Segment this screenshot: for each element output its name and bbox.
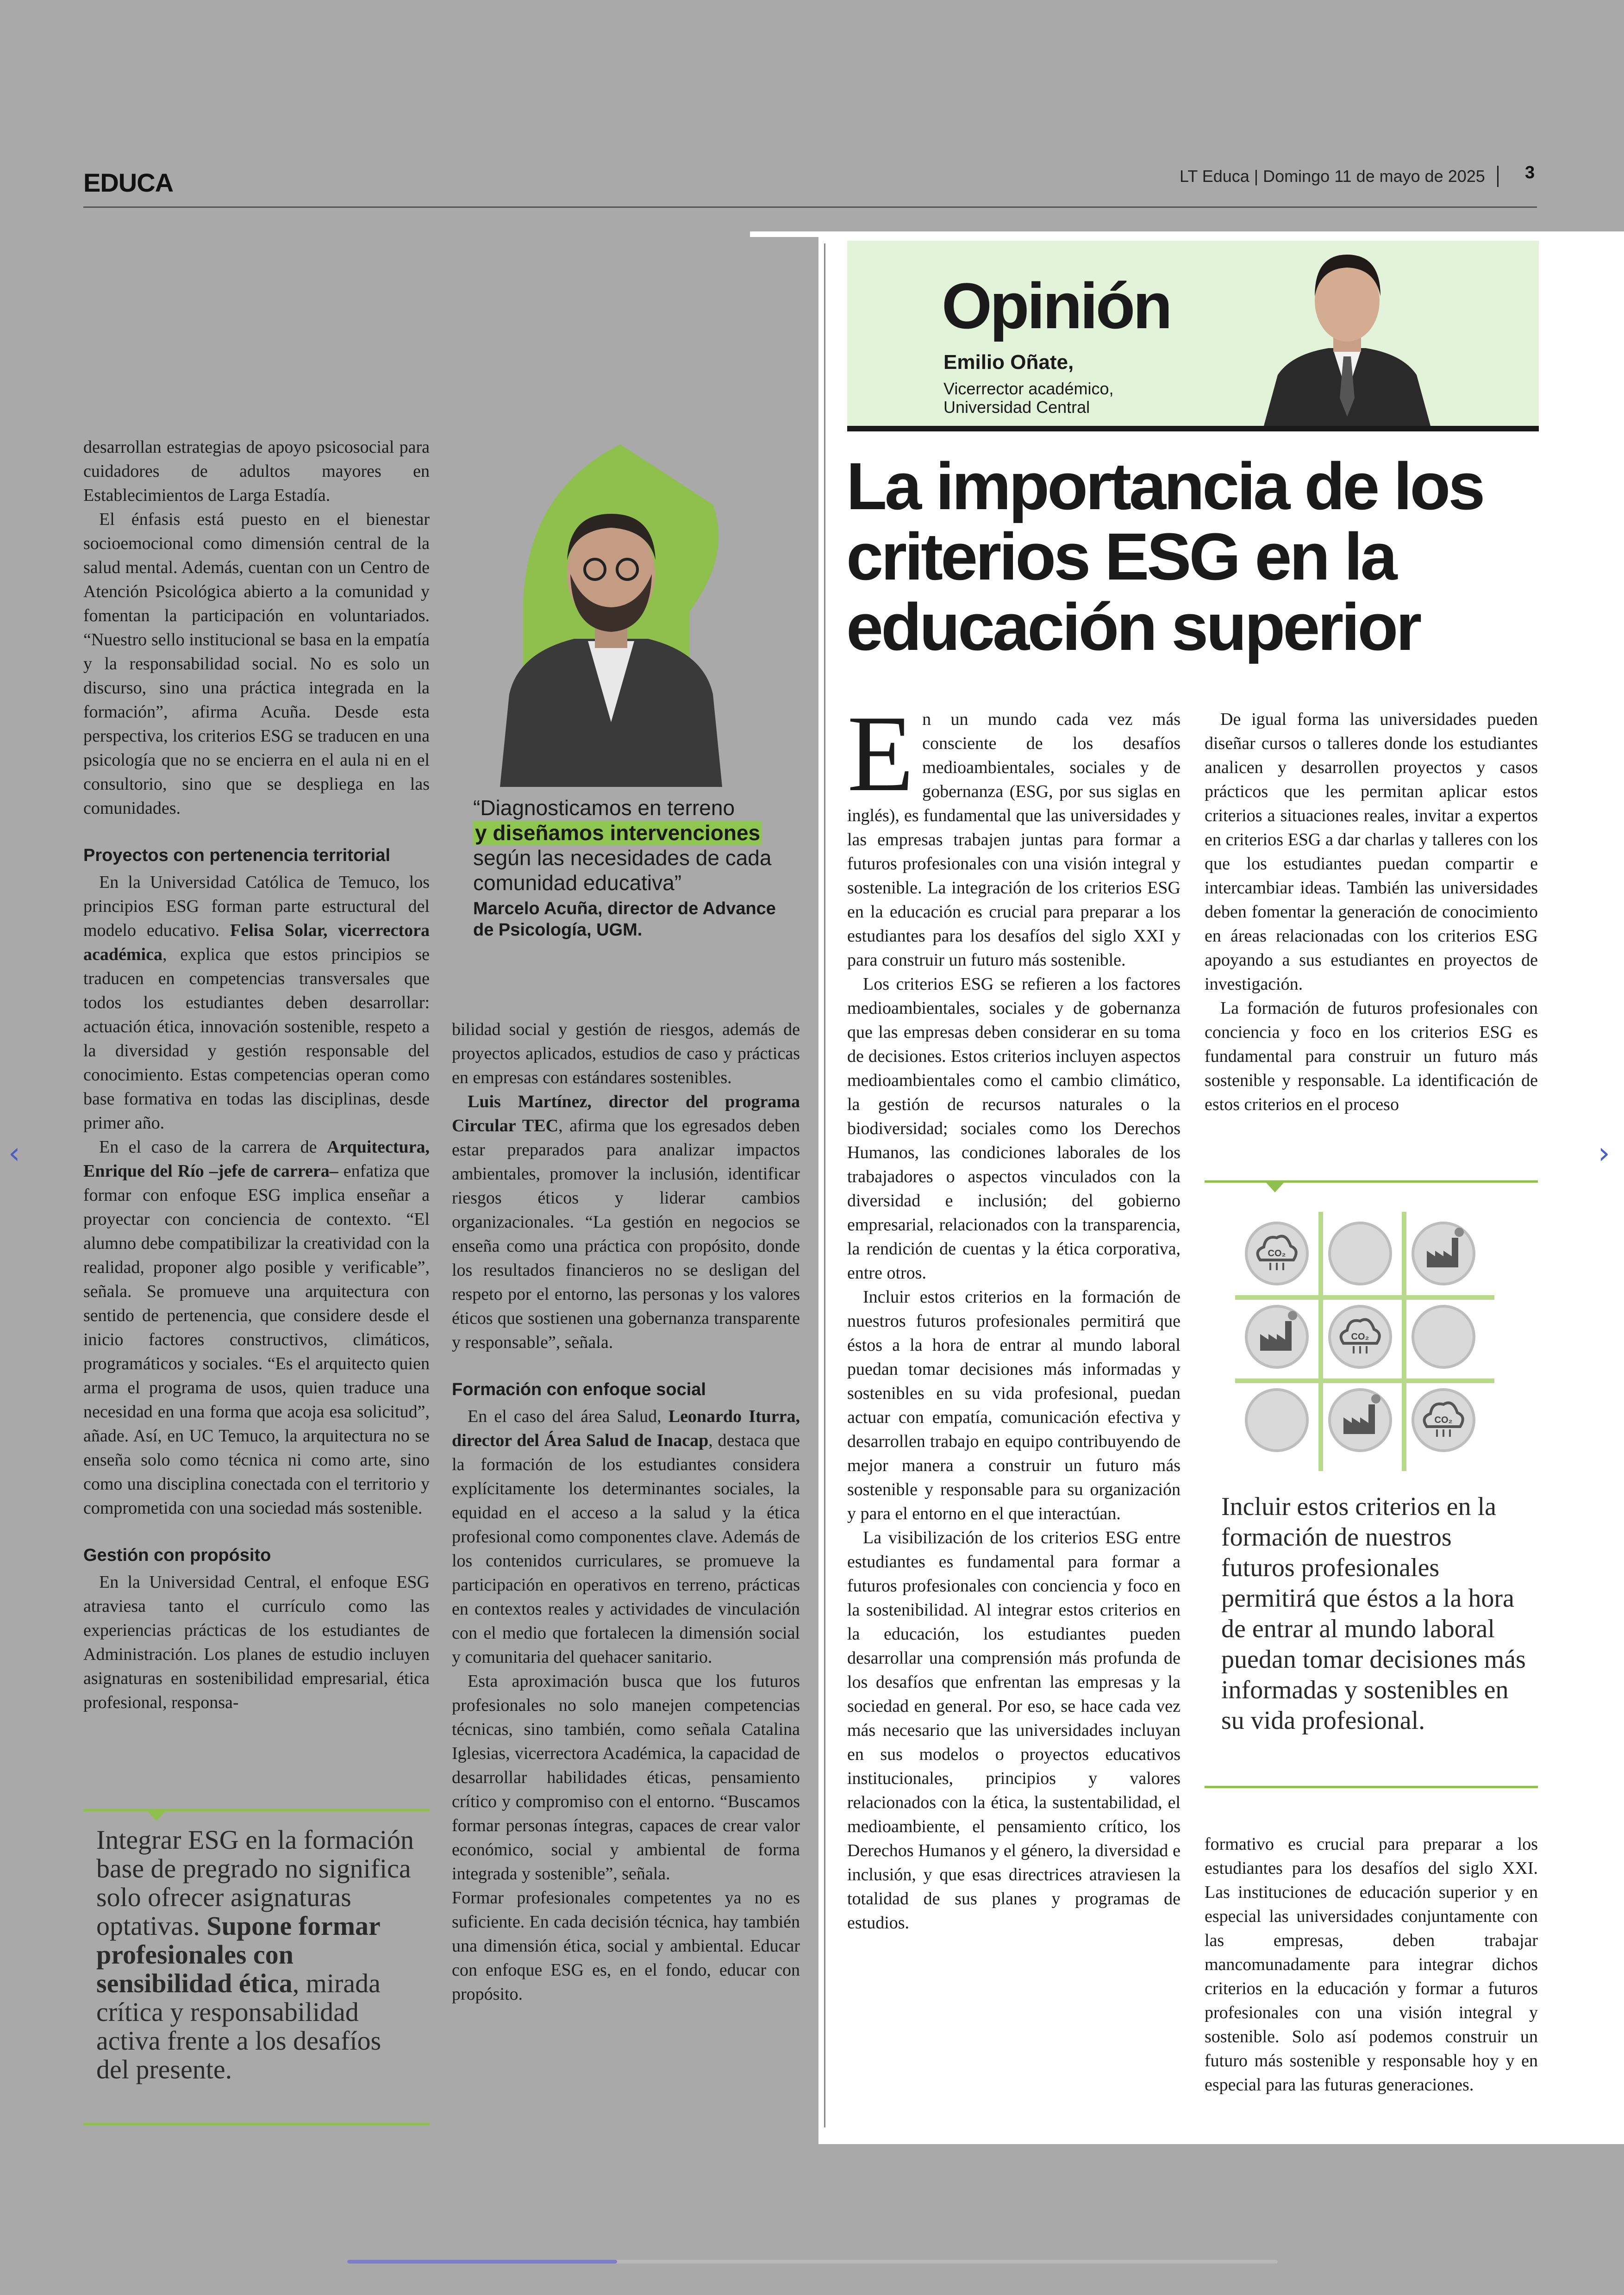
- paragraph: En la Universidad Católica de Temuco, los principios ESG forman parte estructural del modelo educativo. Felisa Solar, vicerrectora académica, explica que estos principios se traducen en competencias transversales que todos los estudiantes deben desarrollar: actuación ética, innovación sostenible, respeto a la diversidad y gestión responsable del conocimiento. Estas competencias operan como base formativa en todas las disciplinas, desde primer año.: [83, 873, 430, 1133]
- next-page-button[interactable]: ›: [1598, 1136, 1610, 1171]
- portrait-caption: [473, 795, 788, 941]
- opinion-author-role: Vicerrector académico, Universidad Central: [943, 379, 1114, 417]
- factory-icon: [1413, 1223, 1474, 1284]
- paragraph: desarrollan estrategias de apoyo psicosocial para cuidadores de adultos mayores en Establecimientos de Larga Estadía.: [83, 437, 430, 505]
- factory-icon: [1330, 1390, 1391, 1451]
- opinion-label: Opinión: [942, 269, 1170, 342]
- co2-label: CO₂: [1351, 1332, 1369, 1342]
- opinion-headline: La importancia de los criterios ESG en la educación superior: [846, 449, 1483, 664]
- columnist-photo: [1250, 241, 1444, 426]
- caption-attribution: Marcelo Acuña, director de Advance de Psicología, UGM.: [473, 899, 776, 940]
- previous-page-button[interactable]: ‹: [8, 1136, 20, 1171]
- caption-quote-line: “Diagnosticamos en terreno: [473, 796, 735, 820]
- factory-icon: [1246, 1306, 1307, 1367]
- infographic-pointer: [1266, 1182, 1284, 1192]
- paragraph: Incluir estos criterios en la formación de nuestros futuros profesionales permitirá que éstos a la hora de entrar al mundo laboral puedan tomar decisiones más informadas y sostenibles en su vida profesional, puedan actuar con empatía, comunicación efectiva y desarrollen trabajo en equipo contribuyendo de mejor manera a construir un futuro más sostenible y responsable para su organización y para el entorno en el que interactúan.: [847, 1287, 1181, 1523]
- scroll-thumb[interactable]: [347, 2260, 617, 2264]
- co2-cloud-icon: [1330, 1306, 1391, 1367]
- opinion-column-2: [1205, 707, 1538, 1116]
- section-label: EDUCA: [83, 168, 174, 197]
- paragraph: En el caso de la carrera de Arquitectura, Enrique del Río –jefe de carrera– enfatiza que formar con enfoque ESG implica enseñar a proyectar con conciencia de contexto. “El alumno debe compatibilizar la creatividad con la realidad, proponer algo posible y verificable”, señala. Se promueve una arquitectura con sentido de pertenencia, que considere desde el inicio factores constructivos, climáticos, programáticos y sociales. “Es el arquitecto quien arma el programa de usos, quien traduce una necesidad en una forma que acoja esa solicitud”, añade. Así, en UC Temuco, la arquitectura no se enseña solo como técnica ni como arte, sino como una disciplina conectada con el territorio y comprometida con una sociedad más sostenible.: [83, 1137, 430, 1518]
- pullquote-top-rule: [83, 1809, 430, 1811]
- blank-icon: [1246, 1390, 1307, 1451]
- caption-highlight: y diseñamos intervenciones: [473, 820, 788, 845]
- infographic-top-rule: [1205, 1180, 1538, 1183]
- opinion-top-strip: [750, 231, 1624, 237]
- header-separator: [1497, 166, 1499, 187]
- left-article-column-1: [83, 435, 430, 1715]
- subheading: Gestión con propósito: [83, 1546, 271, 1565]
- paragraph: La formación de futuros profesionales con conciencia y foco en los criterios ESG es fundamental para construir un futuro más sostenible y responsable. La identificación de estos criterios en el proceso: [1205, 998, 1538, 1114]
- opinion-pullquote: Incluir estos criterios en la formación de nuestros futuros profesionales permitirá que éstos a la hora de entrar al mundo laboral puedan tomar decisiones más informadas y sostenibles en su vida profesional.: [1221, 1492, 1526, 1735]
- co2-label: CO₂: [1268, 1248, 1286, 1259]
- paragraph: El énfasis está puesto en el bienestar socioemocional como dimensión central de la salud mental. Además, cuentan con un Centro de Atención Psicológica abierto a la comunidad y fomentan la participación en voluntariados. “Nuestro sello institucional se basa en la empatía y la responsabilidad social. No es solo un discurso, sino una práctica integrada en la formación”, afirma Acuña. Desde esta perspectiva, los criterios ESG se traducen en una psicología que no se encierra en el aula ni en el consultorio, sino que se despliega en las comunidades.: [83, 510, 430, 818]
- pullquote-bottom-rule: [83, 2123, 430, 2125]
- co2-cloud-icon: [1413, 1390, 1474, 1451]
- left-pullquote: Integrar ESG en la formación base de pregrado no significa solo ofrecer asignaturas optativas. Supone formar profesionales con sensibilidad ética, mirada crítica y responsabilidad activa frente a los desafíos del presente.: [96, 1825, 414, 2084]
- paragraph: Formar profesionales competentes ya no es suficiente. En cada decisión técnica, hay también una dimensión ética, social y ambiental. Educar con enfoque ESG es, en el fondo, educar con propósito.: [452, 1888, 800, 2004]
- subheading: Proyectos con pertenencia territorial: [83, 846, 391, 865]
- portrait-photo: [472, 435, 750, 787]
- paragraph: Los criterios ESG se refieren a los factores medioambientales, sociales y de gobernanza que las empresas deben considerar en su toma de decisiones. Estos criterios incluyen aspectos medioambientales como el cambio climático, la gestión de recursos naturales o la biodiversidad; sociales como los Derechos Humanos, las condiciones laborales de los trabajadores o aspectos vinculados con la diversidad e inclusión; del gobierno empresarial, relacionados con la transparencia, la rendición de cuentas y la ética corporativa, entre otros.: [847, 974, 1181, 1283]
- opinion-author: Emilio Oñate,: [943, 351, 1074, 374]
- paragraph: Luis Martínez, director del programa Circular TEC, afirma que los egresados deben estar preparados para analizar impactos ambientales, promover la inclusión, identificar riesgos éticos y liderar cambios organizacionales. “La gestión en negocios se enseña como una práctica con propósito, donde los resultados financieros no se desligan del respeto por el entorno, las personas y los valores éticos que sostienen una gobernanza transparente y responsable”, señala.: [452, 1092, 800, 1352]
- opinion-banner-rule: [847, 426, 1539, 431]
- opinion-left-rule: [824, 243, 825, 2127]
- blank-icon: [1413, 1306, 1474, 1367]
- pullquote-pointer: [147, 1811, 166, 1821]
- paragraph: Esta aproximación busca que los futuros profesionales no solo manejen competencias técnicas, sino también, como señala Catalina Iglesias, vicerrectora Académica, la capacidad de desarrollar habilidades éticas, pensamiento crítico y compromiso con el entorno. “Buscamos formar personas íntegras, capaces de crear valor económico, social y ambiental de forma integrada y sostenible”, señala.: [452, 1671, 800, 1883]
- opinion-pullquote-rule: [1205, 1786, 1538, 1788]
- paragraph: En la Universidad Central, el enfoque ESG atraviesa tanto el currículo como las experiencias prácticas de los estudiantes de Administración. Los planes de estudio incluyen asignaturas en sostenibilidad empresarial, ética profesional, responsa-: [83, 1572, 430, 1712]
- scroll-track[interactable]: [347, 2260, 1278, 2264]
- left-article-column-2: [452, 1017, 800, 2006]
- edition-info: LT Educa | Domingo 11 de mayo de 2025: [1180, 167, 1485, 186]
- header-rule: [83, 206, 1537, 208]
- paragraph: De igual forma las universidades pueden diseñar cursos o talleres donde los estudiantes analicen y desarrollen proyectos y casos prácticos que les permitan aplicar estos criterios a situaciones reales, invitar a expertos en criterios ESG a dar charlas y talleres con los que los estudiantes puedan compartir e intercambiar ideas. También las universidades deben fomentar la generación de conocimiento en áreas relacionadas con los criterios ESG apoyando a sus estudiantes en proyectos de investigación.: [1205, 710, 1538, 994]
- opinion-column-2-continued: [1205, 1832, 1538, 2097]
- caption-quote-line: según las necesidades de cada comunidad educativa”: [473, 846, 772, 895]
- paragraph: bilidad social y gestión de riesgos, además de proyectos aplicados, estudios de caso y prácticas en empresas con estándares sostenibles.: [452, 1020, 800, 1087]
- blank-icon: [1330, 1223, 1391, 1284]
- drop-cap: E: [847, 693, 914, 814]
- paragraph: En el caso del área Salud, Leonardo Iturra, director del Área Salud de Inacap, destaca que la formación de los estudiantes considera explícitamente los determinantes sociales, la equidad en el acceso a la salud y la ética profesional como componentes clave. Además de los contenidos curriculares, se promueve la participación en operativos en terreno, prácticas en contextos reales y actividades de vinculación con el medio que fortalecen la dimensión social y comunitaria del quehacer sanitario.: [452, 1407, 800, 1667]
- opinion-column-1: [847, 693, 1181, 1935]
- paragraph: En un mundo cada vez más consciente de los desafíos medioambientales, sociales y de gobernanza (ESG, por sus siglas en inglés), es fundamental que las universidades y las empresas trabajen juntas para formar a futuros profesionales con una visión integral y sostenible. La integración de los criterios ESG en la educación es crucial para preparar a los estudiantes para los desafíos del siglo XXI y para construir un futuro más sostenible.: [847, 693, 1181, 970]
- paragraph: La visibilización de los criterios ESG entre estudiantes es fundamental para formar a futuros profesionales con conciencia y foco en la sostenibilidad. Al integrar estos criterios en la educación, los estudiantes pueden desarrollar una comprensión más profunda de los desafíos que enfrentan las empresas y la sociedad en general. Por eso, se hace cada vez más necesario que las universidades incluyan en sus modelos o proyectos educativos institucionales, principios y valores relacionados con la ética, la sustentabilidad, el medioambiente, el pensamiento crítico, los Derechos Humanos y el género, la diversidad e inclusión, y que esas directrices atraviesen la totalidad de sus planes y programas de estudios.: [847, 1528, 1181, 1933]
- co2-cloud-icon: [1246, 1223, 1307, 1284]
- co2-label: CO₂: [1434, 1415, 1453, 1425]
- page-number: 3: [1525, 163, 1535, 182]
- esg-icon-grid: [1235, 1212, 1494, 1471]
- subheading: Formación con enfoque social: [452, 1380, 706, 1399]
- paragraph: formativo es crucial para preparar a los estudiantes para los desafíos del siglo XXI. Las instituciones de educación superior y en especial las universidades conjuntamente con las empresas, deben trabajar mancomunadamente para integrar dichos criterios en la educación y formar a futuros profesionales con una visión integral y sostenible. Solo así podemos construir un futuro más sostenible y responsable hoy y en especial para las futuras generaciones.: [1205, 1834, 1538, 2095]
